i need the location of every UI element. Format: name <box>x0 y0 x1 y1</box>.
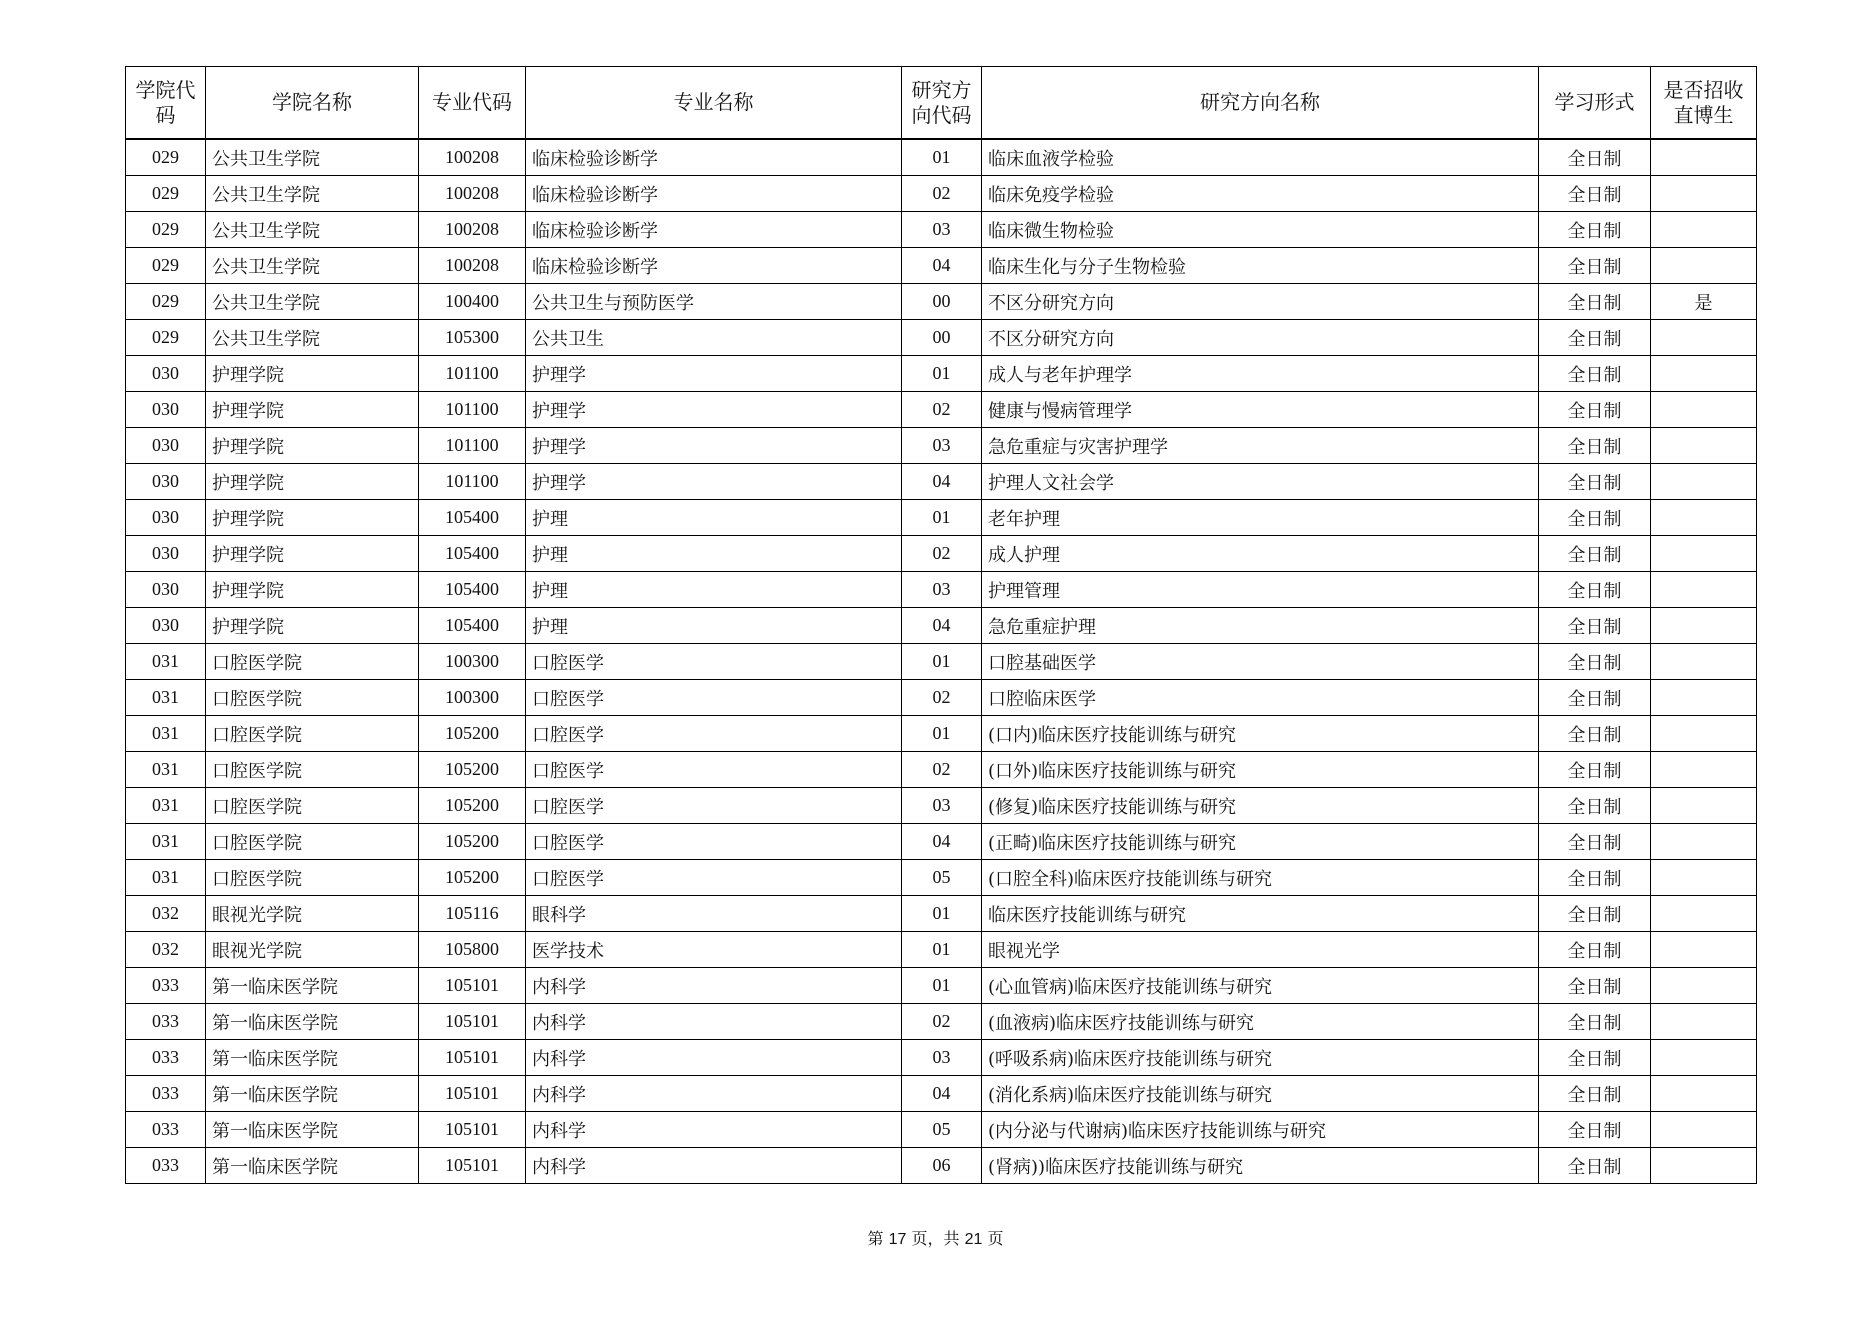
direction-code-cell: 00 <box>902 320 982 356</box>
college-code-cell: 033 <box>126 1040 206 1076</box>
study-mode-cell: 全日制 <box>1539 428 1651 464</box>
college-name-cell: 口腔医学院 <box>206 860 419 896</box>
major-code-cell: 105116 <box>419 896 526 932</box>
direct-phd-cell <box>1651 464 1757 500</box>
study-mode-cell: 全日制 <box>1539 860 1651 896</box>
college-name-cell: 护理学院 <box>206 464 419 500</box>
college-code-cell: 030 <box>126 428 206 464</box>
direction-name-cell: 急危重症护理 <box>982 608 1539 644</box>
major-code-cell: 105400 <box>419 500 526 536</box>
major-code-cell: 105400 <box>419 572 526 608</box>
major-name-cell: 内科学 <box>526 1148 902 1184</box>
major-name-cell: 医学技术 <box>526 932 902 968</box>
college-code-cell: 033 <box>126 1148 206 1184</box>
direction-name-cell: (内分泌与代谢病)临床医疗技能训练与研究 <box>982 1112 1539 1148</box>
direct-phd-cell <box>1651 1076 1757 1112</box>
college-name-cell: 口腔医学院 <box>206 644 419 680</box>
direction-code-cell: 01 <box>902 500 982 536</box>
college-name-cell: 公共卫生学院 <box>206 212 419 248</box>
major-name-cell: 内科学 <box>526 1004 902 1040</box>
major-code-cell: 100400 <box>419 284 526 320</box>
table-header-row <box>126 67 1757 140</box>
study-mode-cell: 全日制 <box>1539 320 1651 356</box>
table-row <box>126 644 1757 680</box>
study-mode-cell: 全日制 <box>1539 500 1651 536</box>
major-code-cell: 105200 <box>419 752 526 788</box>
study-mode-cell: 全日制 <box>1539 392 1651 428</box>
header-college-code: 学院代码 <box>126 67 206 140</box>
major-name-cell: 口腔医学 <box>526 752 902 788</box>
major-code-cell: 100208 <box>419 248 526 284</box>
major-name-cell: 眼科学 <box>526 896 902 932</box>
direct-phd-cell <box>1651 536 1757 572</box>
study-mode-cell: 全日制 <box>1539 680 1651 716</box>
direction-code-cell: 02 <box>902 536 982 572</box>
table-row <box>126 572 1757 608</box>
table-row <box>126 968 1757 1004</box>
direct-phd-cell <box>1651 608 1757 644</box>
major-code-cell: 100300 <box>419 680 526 716</box>
direction-code-cell: 02 <box>902 680 982 716</box>
direction-name-cell: (肾病))临床医疗技能训练与研究 <box>982 1148 1539 1184</box>
direction-code-cell: 02 <box>902 752 982 788</box>
major-name-cell: 口腔医学 <box>526 680 902 716</box>
direct-phd-cell <box>1651 716 1757 752</box>
major-code-cell: 105101 <box>419 1040 526 1076</box>
direct-phd-cell: 是 <box>1651 284 1757 320</box>
direct-phd-cell <box>1651 356 1757 392</box>
study-mode-cell: 全日制 <box>1539 608 1651 644</box>
college-code-cell: 030 <box>126 572 206 608</box>
college-name-cell: 护理学院 <box>206 572 419 608</box>
direction-name-cell: 口腔基础医学 <box>982 644 1539 680</box>
college-code-cell: 031 <box>126 860 206 896</box>
header-study-mode: 学习形式 <box>1539 67 1651 140</box>
college-name-cell: 第一临床医学院 <box>206 1112 419 1148</box>
major-name-cell: 护理 <box>526 500 902 536</box>
college-code-cell: 029 <box>126 248 206 284</box>
major-name-cell: 护理学 <box>526 356 902 392</box>
major-code-cell: 101100 <box>419 464 526 500</box>
college-code-cell: 032 <box>126 896 206 932</box>
direct-phd-cell <box>1651 752 1757 788</box>
major-code-cell: 100208 <box>419 212 526 248</box>
study-mode-cell: 全日制 <box>1539 139 1651 176</box>
college-name-cell: 眼视光学院 <box>206 932 419 968</box>
direction-code-cell: 04 <box>902 248 982 284</box>
table-row <box>126 788 1757 824</box>
direction-code-cell: 05 <box>902 860 982 896</box>
college-name-cell: 口腔医学院 <box>206 716 419 752</box>
major-code-cell: 101100 <box>419 428 526 464</box>
college-code-cell: 029 <box>126 284 206 320</box>
direct-phd-cell <box>1651 860 1757 896</box>
major-name-cell: 内科学 <box>526 968 902 1004</box>
direction-code-cell: 01 <box>902 356 982 392</box>
direct-phd-cell <box>1651 1004 1757 1040</box>
direction-code-cell: 05 <box>902 1112 982 1148</box>
page-footer <box>0 1226 1871 1249</box>
direction-name-cell: 临床血液学检验 <box>982 139 1539 176</box>
direct-phd-cell <box>1651 644 1757 680</box>
study-mode-cell: 全日制 <box>1539 248 1651 284</box>
major-name-cell: 内科学 <box>526 1112 902 1148</box>
college-code-cell: 030 <box>126 536 206 572</box>
direction-code-cell: 01 <box>902 139 982 176</box>
study-mode-cell: 全日制 <box>1539 752 1651 788</box>
major-code-cell: 105101 <box>419 1076 526 1112</box>
major-name-cell: 护理学 <box>526 464 902 500</box>
major-name-cell: 内科学 <box>526 1040 902 1076</box>
table-row <box>126 356 1757 392</box>
table-row <box>126 464 1757 500</box>
direction-name-cell: (消化系病)临床医疗技能训练与研究 <box>982 1076 1539 1112</box>
college-name-cell: 口腔医学院 <box>206 788 419 824</box>
table-row <box>126 392 1757 428</box>
college-name-cell: 口腔医学院 <box>206 752 419 788</box>
major-code-cell: 105400 <box>419 608 526 644</box>
college-code-cell: 033 <box>126 1004 206 1040</box>
header-major-name: 专业名称 <box>526 67 902 140</box>
college-name-cell: 公共卫生学院 <box>206 176 419 212</box>
major-name-cell: 护理 <box>526 536 902 572</box>
study-mode-cell: 全日制 <box>1539 824 1651 860</box>
direction-name-cell: 临床微生物检验 <box>982 212 1539 248</box>
college-name-cell: 第一临床医学院 <box>206 1148 419 1184</box>
major-code-cell: 105200 <box>419 860 526 896</box>
study-mode-cell: 全日制 <box>1539 896 1651 932</box>
major-code-cell: 105200 <box>419 788 526 824</box>
major-name-cell: 口腔医学 <box>526 644 902 680</box>
college-name-cell: 第一临床医学院 <box>206 968 419 1004</box>
college-code-cell: 030 <box>126 392 206 428</box>
direction-name-cell: 护理人文社会学 <box>982 464 1539 500</box>
major-code-cell: 100208 <box>419 176 526 212</box>
major-name-cell: 内科学 <box>526 1076 902 1112</box>
study-mode-cell: 全日制 <box>1539 356 1651 392</box>
direct-phd-cell <box>1651 572 1757 608</box>
major-name-cell: 临床检验诊断学 <box>526 248 902 284</box>
major-name-cell: 口腔医学 <box>526 860 902 896</box>
college-name-cell: 眼视光学院 <box>206 896 419 932</box>
study-mode-cell: 全日制 <box>1539 1004 1651 1040</box>
table-row <box>126 1040 1757 1076</box>
direction-code-cell: 00 <box>902 284 982 320</box>
table-row <box>126 824 1757 860</box>
direction-code-cell: 06 <box>902 1148 982 1184</box>
header-direction-code: 研究方向代码 <box>902 67 982 140</box>
college-code-cell: 033 <box>126 1076 206 1112</box>
program-table <box>125 66 1757 1184</box>
direction-name-cell: 成人护理 <box>982 536 1539 572</box>
table-row <box>126 139 1757 176</box>
college-name-cell: 第一临床医学院 <box>206 1040 419 1076</box>
study-mode-cell: 全日制 <box>1539 536 1651 572</box>
direct-phd-cell <box>1651 824 1757 860</box>
table-row <box>126 500 1757 536</box>
study-mode-cell: 全日制 <box>1539 788 1651 824</box>
direction-name-cell: 不区分研究方向 <box>982 284 1539 320</box>
college-name-cell: 第一临床医学院 <box>206 1004 419 1040</box>
college-name-cell: 护理学院 <box>206 608 419 644</box>
major-code-cell: 105101 <box>419 1112 526 1148</box>
direction-name-cell: (修复)临床医疗技能训练与研究 <box>982 788 1539 824</box>
direct-phd-cell <box>1651 1148 1757 1184</box>
total-page-number: 21 <box>964 1231 983 1248</box>
table-row <box>126 608 1757 644</box>
direction-name-cell: 不区分研究方向 <box>982 320 1539 356</box>
table-row <box>126 1112 1757 1148</box>
college-code-cell: 031 <box>126 644 206 680</box>
direct-phd-cell <box>1651 680 1757 716</box>
table-row <box>126 752 1757 788</box>
college-name-cell: 第一临床医学院 <box>206 1076 419 1112</box>
major-name-cell: 护理 <box>526 572 902 608</box>
direction-code-cell: 01 <box>902 968 982 1004</box>
major-name-cell: 护理学 <box>526 392 902 428</box>
direction-name-cell: 急危重症与灾害护理学 <box>982 428 1539 464</box>
table-row <box>126 284 1757 320</box>
direct-phd-cell <box>1651 896 1757 932</box>
study-mode-cell: 全日制 <box>1539 1148 1651 1184</box>
study-mode-cell: 全日制 <box>1539 1076 1651 1112</box>
direct-phd-cell <box>1651 500 1757 536</box>
header-direction-name: 研究方向名称 <box>982 67 1539 140</box>
direct-phd-cell <box>1651 320 1757 356</box>
direct-phd-cell <box>1651 788 1757 824</box>
college-name-cell: 公共卫生学院 <box>206 248 419 284</box>
college-name-cell: 口腔医学院 <box>206 824 419 860</box>
table-row <box>126 428 1757 464</box>
study-mode-cell: 全日制 <box>1539 932 1651 968</box>
direction-name-cell: 健康与慢病管理学 <box>982 392 1539 428</box>
major-code-cell: 105800 <box>419 932 526 968</box>
major-code-cell: 105101 <box>419 968 526 1004</box>
college-name-cell: 护理学院 <box>206 428 419 464</box>
table-row <box>126 212 1757 248</box>
direction-name-cell: (口外)临床医疗技能训练与研究 <box>982 752 1539 788</box>
study-mode-cell: 全日制 <box>1539 716 1651 752</box>
study-mode-cell: 全日制 <box>1539 572 1651 608</box>
table-row <box>126 176 1757 212</box>
direction-name-cell: 临床免疫学检验 <box>982 176 1539 212</box>
direction-code-cell: 04 <box>902 608 982 644</box>
college-code-cell: 030 <box>126 608 206 644</box>
major-name-cell: 护理 <box>526 608 902 644</box>
direction-code-cell: 03 <box>902 212 982 248</box>
college-code-cell: 033 <box>126 968 206 1004</box>
college-code-cell: 029 <box>126 212 206 248</box>
major-code-cell: 105101 <box>419 1004 526 1040</box>
major-code-cell: 105200 <box>419 824 526 860</box>
table-row <box>126 860 1757 896</box>
direct-phd-cell <box>1651 428 1757 464</box>
header-major-code: 专业代码 <box>419 67 526 140</box>
college-code-cell: 031 <box>126 680 206 716</box>
direction-code-cell: 04 <box>902 464 982 500</box>
header-direct-phd: 是否招收直博生 <box>1651 67 1757 140</box>
study-mode-cell: 全日制 <box>1539 968 1651 1004</box>
table-row <box>126 1148 1757 1184</box>
direction-code-cell: 03 <box>902 428 982 464</box>
table-row <box>126 932 1757 968</box>
direction-name-cell: (口腔全科)临床医疗技能训练与研究 <box>982 860 1539 896</box>
table-row <box>126 680 1757 716</box>
direction-code-cell: 03 <box>902 1040 982 1076</box>
college-code-cell: 029 <box>126 176 206 212</box>
footer-middle: 页，共 <box>906 1229 965 1248</box>
major-name-cell: 临床检验诊断学 <box>526 212 902 248</box>
major-code-cell: 100300 <box>419 644 526 680</box>
college-name-cell: 口腔医学院 <box>206 680 419 716</box>
major-name-cell: 口腔医学 <box>526 716 902 752</box>
direction-name-cell: (血液病)临床医疗技能训练与研究 <box>982 1004 1539 1040</box>
college-name-cell: 公共卫生学院 <box>206 284 419 320</box>
college-code-cell: 032 <box>126 932 206 968</box>
college-name-cell: 公共卫生学院 <box>206 320 419 356</box>
direction-code-cell: 01 <box>902 932 982 968</box>
direction-name-cell: 临床生化与分子生物检验 <box>982 248 1539 284</box>
direction-name-cell: (正畸)临床医疗技能训练与研究 <box>982 824 1539 860</box>
college-name-cell: 护理学院 <box>206 536 419 572</box>
direction-name-cell: (心血管病)临床医疗技能训练与研究 <box>982 968 1539 1004</box>
direction-code-cell: 04 <box>902 824 982 860</box>
direction-code-cell: 03 <box>902 788 982 824</box>
table-row <box>126 716 1757 752</box>
major-name-cell: 临床检验诊断学 <box>526 139 902 176</box>
study-mode-cell: 全日制 <box>1539 212 1651 248</box>
table-body <box>126 139 1757 1184</box>
major-name-cell: 公共卫生 <box>526 320 902 356</box>
study-mode-cell: 全日制 <box>1539 176 1651 212</box>
major-code-cell: 105400 <box>419 536 526 572</box>
direct-phd-cell <box>1651 212 1757 248</box>
direction-code-cell: 04 <box>902 1076 982 1112</box>
college-name-cell: 护理学院 <box>206 392 419 428</box>
college-code-cell: 030 <box>126 464 206 500</box>
college-code-cell: 029 <box>126 320 206 356</box>
study-mode-cell: 全日制 <box>1539 1040 1651 1076</box>
college-code-cell: 031 <box>126 716 206 752</box>
major-code-cell: 105200 <box>419 716 526 752</box>
major-name-cell: 临床检验诊断学 <box>526 176 902 212</box>
direction-name-cell: 口腔临床医学 <box>982 680 1539 716</box>
direction-code-cell: 02 <box>902 176 982 212</box>
study-mode-cell: 全日制 <box>1539 464 1651 500</box>
major-code-cell: 101100 <box>419 356 526 392</box>
table-row <box>126 1004 1757 1040</box>
study-mode-cell: 全日制 <box>1539 284 1651 320</box>
direct-phd-cell <box>1651 968 1757 1004</box>
direct-phd-cell <box>1651 932 1757 968</box>
direction-name-cell: (呼吸系病)临床医疗技能训练与研究 <box>982 1040 1539 1076</box>
direction-code-cell: 02 <box>902 392 982 428</box>
direction-name-cell: 护理管理 <box>982 572 1539 608</box>
table-row <box>126 320 1757 356</box>
direction-code-cell: 01 <box>902 716 982 752</box>
direction-code-cell: 01 <box>902 644 982 680</box>
study-mode-cell: 全日制 <box>1539 1112 1651 1148</box>
direction-name-cell: (口内)临床医疗技能训练与研究 <box>982 716 1539 752</box>
major-name-cell: 口腔医学 <box>526 788 902 824</box>
direct-phd-cell <box>1651 392 1757 428</box>
college-code-cell: 029 <box>126 139 206 176</box>
college-code-cell: 030 <box>126 500 206 536</box>
major-name-cell: 口腔医学 <box>526 824 902 860</box>
major-name-cell: 公共卫生与预防医学 <box>526 284 902 320</box>
header-college-name: 学院名称 <box>206 67 419 140</box>
major-name-cell: 护理学 <box>526 428 902 464</box>
table-row <box>126 248 1757 284</box>
direct-phd-cell <box>1651 1040 1757 1076</box>
footer-suffix: 页 <box>982 1229 1004 1248</box>
major-code-cell: 100208 <box>419 139 526 176</box>
college-code-cell: 031 <box>126 824 206 860</box>
direction-name-cell: 成人与老年护理学 <box>982 356 1539 392</box>
current-page-number: 17 <box>888 1231 907 1248</box>
direction-name-cell: 临床医疗技能训练与研究 <box>982 896 1539 932</box>
footer-prefix: 第 <box>867 1229 889 1248</box>
direction-name-cell: 眼视光学 <box>982 932 1539 968</box>
direct-phd-cell <box>1651 139 1757 176</box>
college-code-cell: 031 <box>126 752 206 788</box>
major-code-cell: 105300 <box>419 320 526 356</box>
college-name-cell: 护理学院 <box>206 356 419 392</box>
table-row <box>126 536 1757 572</box>
direct-phd-cell <box>1651 248 1757 284</box>
direct-phd-cell <box>1651 176 1757 212</box>
major-code-cell: 105101 <box>419 1148 526 1184</box>
college-code-cell: 031 <box>126 788 206 824</box>
direction-name-cell: 老年护理 <box>982 500 1539 536</box>
direction-code-cell: 02 <box>902 1004 982 1040</box>
college-name-cell: 护理学院 <box>206 500 419 536</box>
direction-code-cell: 03 <box>902 572 982 608</box>
college-name-cell: 公共卫生学院 <box>206 139 419 176</box>
table-row <box>126 896 1757 932</box>
direction-code-cell: 01 <box>902 896 982 932</box>
major-code-cell: 101100 <box>419 392 526 428</box>
study-mode-cell: 全日制 <box>1539 644 1651 680</box>
college-code-cell: 033 <box>126 1112 206 1148</box>
direct-phd-cell <box>1651 1112 1757 1148</box>
table-row <box>126 1076 1757 1112</box>
college-code-cell: 030 <box>126 356 206 392</box>
